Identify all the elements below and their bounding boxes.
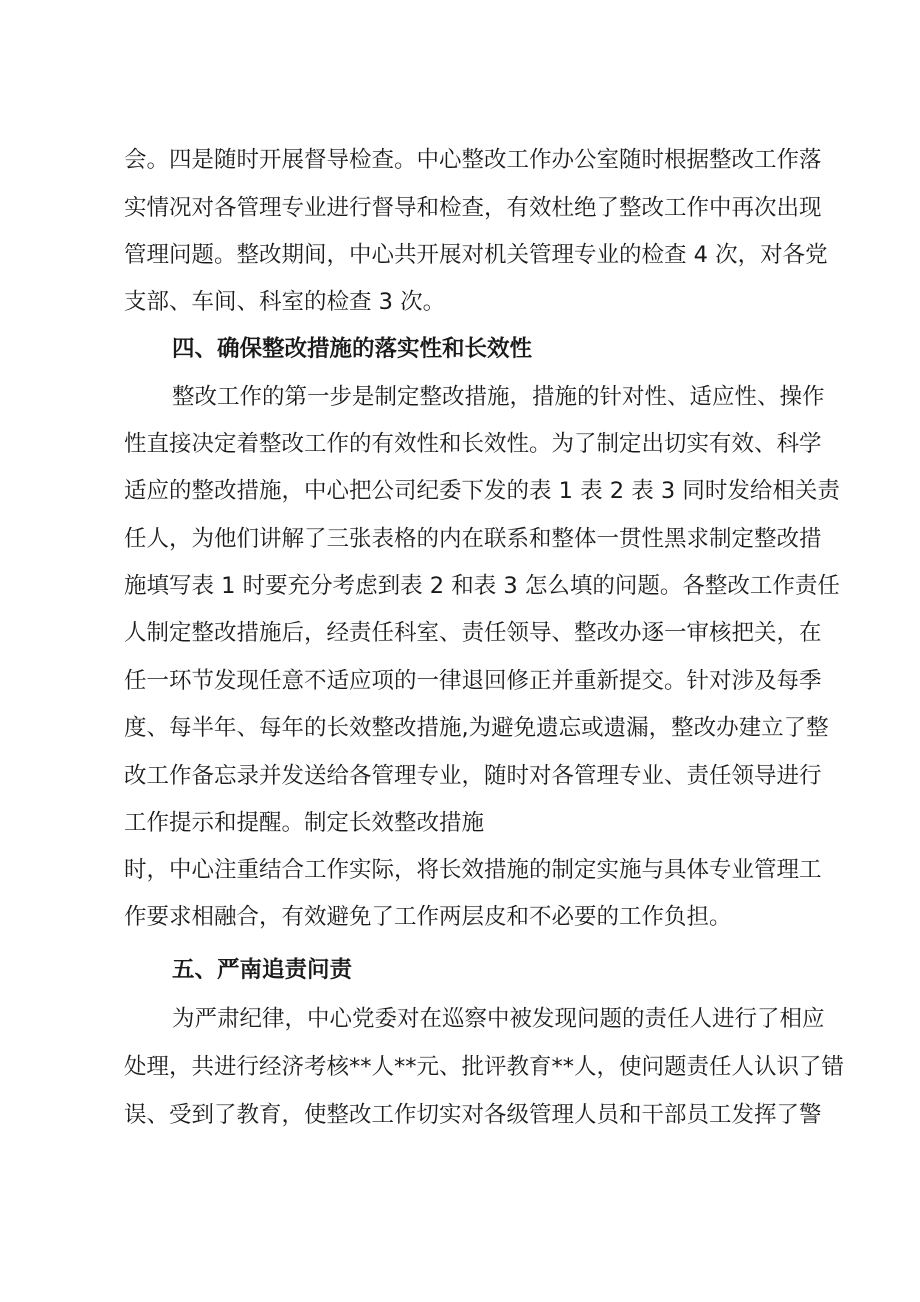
paragraph-line: 施填写表 1 时要充分考虑到表 2 和表 3 怎么填的问题。各整改工作责任 [124,573,840,599]
section-heading-5: 五、严南追责问责 [172,957,353,983]
paragraph-line: 支部、车间、科室的检查 3 次。 [124,289,446,315]
paragraph-line: 时，中心注重结合工作实际，将长效措施的制定实施与具体专业管理工 [124,857,822,883]
paragraph-line: 会。四是随时开展督导检查。中心整改工作办公室随时根据整改工作落 [124,147,822,173]
paragraph-line: 整改工作的第一步是制定整改措施，措施的针对性、适应性、操作 [172,384,825,410]
paragraph-line: 改工作备忘录并发送给各管理专业，随时对各管理专业、责任领导进行 [124,763,822,789]
paragraph-line: 人制定整改措施后，经责任科室、责任领导、整改办逐一审核把关，在 [124,620,822,646]
paragraph-line: 任一环节发现任意不适应项的一律退回修正并重新提交。针对涉及每季 [124,668,822,694]
paragraph-line: 误、受到了教育，使整改工作切实对各级管理人员和干部员工发挥了警 [124,1102,822,1128]
paragraph-line: 处理，共进行经济考核**人**元、批评教育**人，使问题责任人认识了错 [124,1054,845,1080]
paragraph-line: 工作提示和提醒。制定长效整改措施 [124,810,485,836]
section-heading-4: 四、确保整改措施的落实性和长效性 [172,336,533,362]
paragraph-line: 适应的整改措施，中心把公司纪委下发的表 1 表 2 表 3 同时发给相关责 [124,478,840,504]
paragraph-line: 度、每半年、每年的长效整改措施,为避免遗忘或遗漏，整改办建立了整 [124,715,829,741]
paragraph-line: 实情况对各管理专业进行督导和检查，有效杜绝了整改工作中再次出现 [124,195,822,221]
paragraph-line: 作要求相融合，有效避免了工作两层皮和不必要的工作负担。 [124,904,732,930]
paragraph-line: 管理问题。整改期间，中心共开展对机关管理专业的检查 4 次，对各党 [124,242,828,268]
paragraph-line: 任人，为他们讲解了三张表格的内在联系和整体一贯性黑求制定整改措 [124,526,822,552]
paragraph-line: 为严肃纪律，中心党委对在巡察中被发现问题的责任人进行了相应 [172,1006,825,1032]
paragraph-line: 性直接决定着整改工作的有效性和长效性。为了制定出切实有效、科学 [124,431,822,457]
